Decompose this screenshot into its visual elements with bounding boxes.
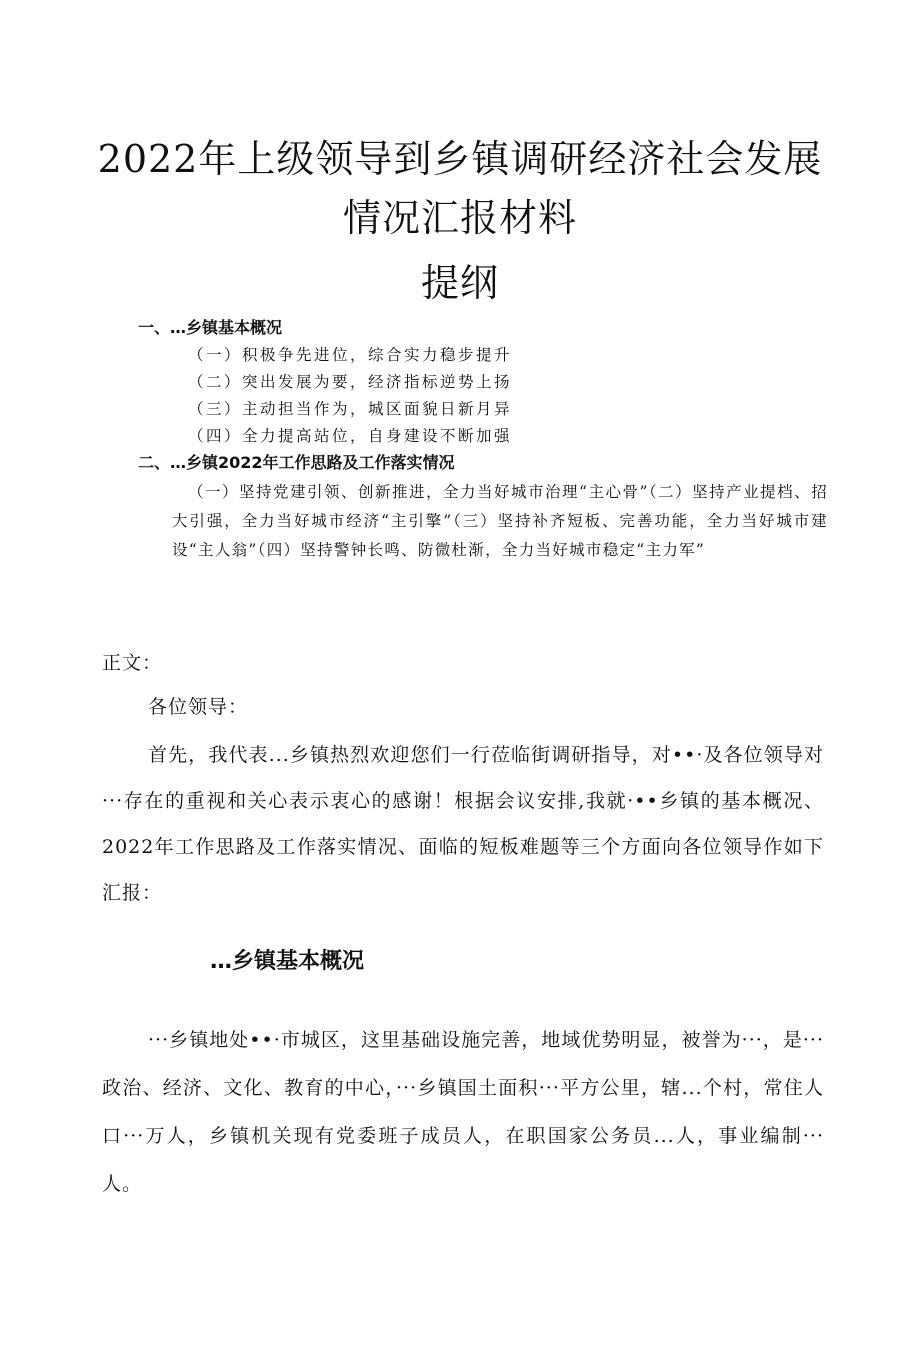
outline-title: 提纲 [420,261,499,305]
document-title-line-1: 2022年上级领导到乡镇调研经济社会发展 [97,137,823,181]
document-title-line-2: 情况汇报材料 [342,196,577,240]
outline-item-1: （一）积极争先进位，综合实力稳步提升 [188,346,513,364]
outline-heading-1: 一、…乡镇基本概况 [138,318,283,337]
outline-item-3: （三）主动担当作为，城区面貌日新月异 [188,400,513,418]
outline-heading-2-paragraph: （一）坚持党建引领、创新推进，全力当好城市治理“主心骨”（二）坚持产业提档、招大引强，全力当好城市经济“主引擎”（三）坚持补齐短板、完善功能，全力当好城市建设“主人翁”（四）坚持警钟长鸣、防微杜渐，全力当好城市稳定“主力军” [172,483,828,559]
outline-item-2: （二）突出发展为要，经济指标逆势上扬 [188,373,513,391]
section-1-heading: …乡镇基本概况 [210,949,365,974]
body-label: 正文： [102,652,163,674]
intro-paragraph: 首先，我代表...乡镇热烈欢迎您们一行莅临街调研指导，对••·及各位领导对···存在的重视和关心表示衷心的感谢！根据会议安排,我就·••乡镇的基本概况、2022年工作思路及工作落实情况、面临的短板难题等三个方面向各位领导作如下汇报： [102,744,824,904]
outline-heading-2: 二、…乡镇2022年工作思路及工作落实情况 [138,453,455,472]
greeting: 各位领导： [148,696,249,718]
outline-item-4: （四）全力提高站位，自身建设不断加强 [188,427,513,445]
section-1-paragraph: ···乡镇地处••·市城区，这里基础设施完善，地域优势明显，被誉为···，是···政治、经济、文化、教育的中心，···乡镇国土面积···平方公里，辖...个村，常住人口···万人，乡镇机关现有党委班子成员人，在职国家公务员...人，事业编制···人。 [102,1029,824,1195]
